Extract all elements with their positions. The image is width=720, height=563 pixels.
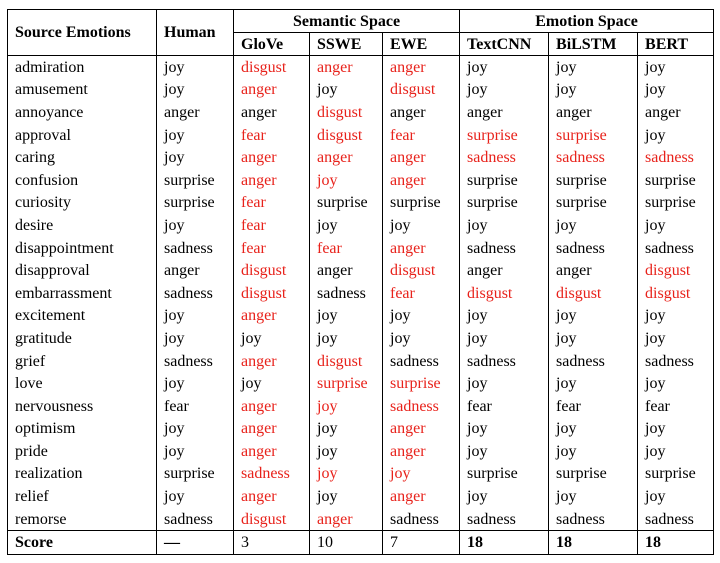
bilstm-cell: joy bbox=[549, 485, 638, 508]
header-semantic-space: Semantic Space bbox=[234, 10, 460, 33]
source-emotion-cell: relief bbox=[8, 485, 157, 508]
bilstm-cell: joy bbox=[549, 327, 638, 350]
glove-cell: fear bbox=[234, 237, 310, 260]
textcnn-cell: anger bbox=[460, 101, 549, 124]
header-bert: BERT bbox=[638, 33, 714, 56]
textcnn-cell: joy bbox=[460, 56, 549, 79]
human-label-cell: joy bbox=[157, 418, 234, 441]
bilstm-cell: sadness bbox=[549, 146, 638, 169]
human-label-cell: surprise bbox=[157, 169, 234, 192]
glove-cell: anger bbox=[234, 395, 310, 418]
textcnn-cell: surprise bbox=[460, 169, 549, 192]
human-label-cell: sadness bbox=[157, 508, 234, 531]
table-row bbox=[8, 485, 714, 508]
ewe-cell: anger bbox=[383, 237, 460, 260]
bert-cell: joy bbox=[645, 488, 666, 506]
table-row bbox=[8, 146, 714, 169]
header-source-emotions: Source Emotions bbox=[8, 10, 157, 56]
glove-cell: anger bbox=[234, 169, 310, 192]
source-emotion-cell: embarrassment bbox=[8, 282, 157, 305]
source-emotion-cell: disappointment bbox=[8, 237, 157, 260]
bert-cell: disgust bbox=[645, 284, 691, 302]
ewe-cell: anger bbox=[383, 418, 460, 441]
textcnn-cell: joy bbox=[460, 440, 549, 463]
bilstm-cell: sadness bbox=[549, 508, 638, 531]
human-label-cell: joy bbox=[157, 327, 234, 350]
table-row bbox=[8, 350, 714, 373]
textcnn-cell: joy bbox=[460, 485, 549, 508]
bilstm-cell: surprise bbox=[549, 463, 638, 486]
sswe-cell: anger bbox=[310, 56, 383, 79]
score-label: Score bbox=[8, 531, 157, 555]
human-label-cell: surprise bbox=[157, 192, 234, 215]
table-row bbox=[8, 282, 714, 305]
sswe-cell: disgust bbox=[310, 101, 383, 124]
ewe-cell: anger bbox=[383, 440, 460, 463]
ewe-cell: anger bbox=[383, 146, 460, 169]
ewe-cell: disgust bbox=[383, 79, 460, 102]
table-row bbox=[8, 101, 714, 124]
bilstm-cell: surprise bbox=[549, 169, 638, 192]
table-row bbox=[8, 237, 714, 260]
sswe-cell: joy bbox=[310, 79, 383, 102]
glove-cell: anger bbox=[234, 440, 310, 463]
glove-cell: sadness bbox=[234, 463, 310, 486]
bert-cell: sadness bbox=[645, 510, 694, 528]
table-row bbox=[8, 56, 714, 79]
source-emotion-cell: caring bbox=[8, 146, 157, 169]
glove-cell: anger bbox=[234, 79, 310, 102]
results-table-container bbox=[7, 9, 713, 555]
bilstm-cell: sadness bbox=[549, 237, 638, 260]
table-row bbox=[8, 79, 714, 102]
human-label-cell: joy bbox=[157, 372, 234, 395]
bilstm-cell: surprise bbox=[549, 124, 638, 147]
ewe-cell: anger bbox=[383, 485, 460, 508]
bert-cell: joy bbox=[645, 442, 666, 460]
source-emotion-cell: admiration bbox=[8, 56, 157, 79]
sswe-cell: joy bbox=[310, 395, 383, 418]
glove-cell: fear bbox=[234, 192, 310, 215]
bert-cell: joy bbox=[645, 81, 666, 99]
bilstm-cell: sadness bbox=[549, 350, 638, 373]
ewe-cell: anger bbox=[383, 101, 460, 124]
source-emotion-cell: desire bbox=[8, 214, 157, 237]
header-sswe: SSWE bbox=[310, 33, 383, 56]
textcnn-cell: joy bbox=[460, 79, 549, 102]
bert-cell: joy bbox=[645, 216, 666, 234]
bert-cell: joy bbox=[645, 420, 666, 438]
source-emotion-cell: approval bbox=[8, 124, 157, 147]
textcnn-cell: sadness bbox=[460, 146, 549, 169]
bilstm-cell: surprise bbox=[549, 192, 638, 215]
source-emotion-cell: amusement bbox=[8, 79, 157, 102]
sswe-cell: anger bbox=[310, 259, 383, 282]
human-label-cell: joy bbox=[157, 214, 234, 237]
human-label-cell: joy bbox=[157, 440, 234, 463]
table-header bbox=[8, 10, 714, 56]
sswe-cell: sadness bbox=[310, 282, 383, 305]
header-emotion-space: Emotion Space bbox=[460, 10, 714, 33]
human-label-cell: joy bbox=[157, 146, 234, 169]
ewe-cell: joy bbox=[383, 305, 460, 328]
ewe-cell: anger bbox=[383, 56, 460, 79]
human-label-cell: sadness bbox=[157, 282, 234, 305]
table-row bbox=[8, 124, 714, 147]
sswe-cell: joy bbox=[310, 327, 383, 350]
ewe-cell: surprise bbox=[383, 372, 460, 395]
sswe-cell: joy bbox=[310, 418, 383, 441]
ewe-cell: surprise bbox=[383, 192, 460, 215]
header-textcnn: TextCNN bbox=[460, 33, 549, 56]
bilstm-cell: joy bbox=[549, 56, 638, 79]
bert-cell: surprise bbox=[645, 465, 696, 483]
ewe-cell: joy bbox=[383, 214, 460, 237]
bilstm-cell: anger bbox=[549, 259, 638, 282]
glove-cell: anger bbox=[234, 305, 310, 328]
table-row bbox=[8, 327, 714, 350]
score-ewe: 7 bbox=[383, 531, 460, 555]
sswe-cell: surprise bbox=[310, 372, 383, 395]
source-emotion-cell: annoyance bbox=[8, 101, 157, 124]
human-label-cell: anger bbox=[157, 259, 234, 282]
source-emotion-cell: disapproval bbox=[8, 259, 157, 282]
textcnn-cell: joy bbox=[460, 418, 549, 441]
ewe-cell: sadness bbox=[383, 508, 460, 531]
score-row bbox=[8, 531, 714, 555]
emotion-mapping-table bbox=[7, 9, 714, 555]
textcnn-cell: joy bbox=[460, 372, 549, 395]
source-emotion-cell: excitement bbox=[8, 305, 157, 328]
source-emotion-cell: love bbox=[8, 372, 157, 395]
bert-cell: sadness bbox=[645, 352, 694, 370]
header-bilstm: BiLSTM bbox=[549, 33, 638, 56]
bert-cell: sadness bbox=[645, 149, 694, 167]
table-row bbox=[8, 305, 714, 328]
sswe-cell: anger bbox=[310, 146, 383, 169]
bilstm-cell: joy bbox=[549, 372, 638, 395]
header-ewe: EWE bbox=[383, 33, 460, 56]
table-row bbox=[8, 192, 714, 215]
score-bilstm: 18 bbox=[549, 531, 638, 555]
header-glove: GloVe bbox=[234, 33, 310, 56]
table-row bbox=[8, 214, 714, 237]
glove-cell: joy bbox=[234, 372, 310, 395]
human-label-cell: joy bbox=[157, 79, 234, 102]
table-body bbox=[8, 56, 714, 531]
bert-cell: joy bbox=[645, 126, 666, 144]
bert-cell: disgust bbox=[645, 262, 691, 280]
glove-cell: disgust bbox=[234, 508, 310, 531]
human-label-cell: sadness bbox=[157, 350, 234, 373]
sswe-cell: joy bbox=[310, 214, 383, 237]
bert-cell: anger bbox=[645, 103, 681, 121]
sswe-cell: joy bbox=[310, 440, 383, 463]
sswe-cell: disgust bbox=[310, 124, 383, 147]
textcnn-cell: surprise bbox=[460, 124, 549, 147]
source-emotion-cell: nervousness bbox=[8, 395, 157, 418]
bilstm-cell: fear bbox=[549, 395, 638, 418]
human-label-cell: joy bbox=[157, 485, 234, 508]
bert-cell: surprise bbox=[645, 171, 696, 189]
bert-cell: surprise bbox=[645, 194, 696, 212]
score-human: — bbox=[157, 531, 234, 555]
textcnn-cell: joy bbox=[460, 327, 549, 350]
textcnn-cell: sadness bbox=[460, 508, 549, 531]
textcnn-cell: disgust bbox=[460, 282, 549, 305]
bert-cell: joy bbox=[645, 307, 666, 325]
sswe-cell: joy bbox=[310, 305, 383, 328]
table-row bbox=[8, 395, 714, 418]
table-row bbox=[8, 440, 714, 463]
table-row bbox=[8, 169, 714, 192]
header-human: Human bbox=[157, 10, 234, 56]
ewe-cell: fear bbox=[383, 282, 460, 305]
ewe-cell: joy bbox=[383, 327, 460, 350]
glove-cell: anger bbox=[234, 146, 310, 169]
textcnn-cell: fear bbox=[460, 395, 549, 418]
sswe-cell: joy bbox=[310, 463, 383, 486]
score-textcnn: 18 bbox=[460, 531, 549, 555]
sswe-cell: anger bbox=[310, 508, 383, 531]
source-emotion-cell: gratitude bbox=[8, 327, 157, 350]
glove-cell: anger bbox=[234, 101, 310, 124]
glove-cell: joy bbox=[234, 327, 310, 350]
source-emotion-cell: remorse bbox=[8, 508, 157, 531]
glove-cell: disgust bbox=[234, 56, 310, 79]
table-row bbox=[8, 372, 714, 395]
source-emotion-cell: curiosity bbox=[8, 192, 157, 215]
bilstm-cell: anger bbox=[549, 101, 638, 124]
human-label-cell: joy bbox=[157, 124, 234, 147]
sswe-cell: joy bbox=[310, 169, 383, 192]
glove-cell: fear bbox=[234, 214, 310, 237]
textcnn-cell: surprise bbox=[460, 463, 549, 486]
ewe-cell: sadness bbox=[383, 350, 460, 373]
ewe-cell: joy bbox=[383, 463, 460, 486]
source-emotion-cell: confusion bbox=[8, 169, 157, 192]
header-group-row bbox=[8, 10, 714, 33]
textcnn-cell: joy bbox=[460, 305, 549, 328]
glove-cell: anger bbox=[234, 418, 310, 441]
sswe-cell: joy bbox=[310, 485, 383, 508]
bilstm-cell: joy bbox=[549, 418, 638, 441]
bert-cell: joy bbox=[645, 58, 666, 76]
source-emotion-cell: grief bbox=[8, 350, 157, 373]
bert-cell: joy bbox=[645, 375, 666, 393]
textcnn-cell: sadness bbox=[460, 237, 549, 260]
score-bert: 18 bbox=[638, 531, 714, 555]
bilstm-cell: disgust bbox=[549, 282, 638, 305]
sswe-cell: fear bbox=[310, 237, 383, 260]
ewe-cell: anger bbox=[383, 169, 460, 192]
human-label-cell: joy bbox=[157, 56, 234, 79]
human-label-cell: anger bbox=[157, 101, 234, 124]
glove-cell: disgust bbox=[234, 282, 310, 305]
sswe-cell: disgust bbox=[310, 350, 383, 373]
score-sswe: 10 bbox=[310, 531, 383, 555]
bilstm-cell: joy bbox=[549, 214, 638, 237]
textcnn-cell: surprise bbox=[460, 192, 549, 215]
textcnn-cell: anger bbox=[460, 259, 549, 282]
score-glove: 3 bbox=[234, 531, 310, 555]
textcnn-cell: joy bbox=[460, 214, 549, 237]
textcnn-cell: sadness bbox=[460, 350, 549, 373]
table-row bbox=[8, 508, 714, 531]
bilstm-cell: joy bbox=[549, 79, 638, 102]
source-emotion-cell: pride bbox=[8, 440, 157, 463]
sswe-cell: surprise bbox=[310, 192, 383, 215]
human-label-cell: sadness bbox=[157, 237, 234, 260]
ewe-cell: sadness bbox=[383, 395, 460, 418]
source-emotion-cell: optimism bbox=[8, 418, 157, 441]
table-row bbox=[8, 463, 714, 486]
table-row bbox=[8, 418, 714, 441]
ewe-cell: disgust bbox=[383, 259, 460, 282]
ewe-cell: fear bbox=[383, 124, 460, 147]
source-emotion-cell: realization bbox=[8, 463, 157, 486]
human-label-cell: fear bbox=[157, 395, 234, 418]
bilstm-cell: joy bbox=[549, 305, 638, 328]
table-footer bbox=[8, 531, 714, 555]
glove-cell: fear bbox=[234, 124, 310, 147]
glove-cell: anger bbox=[234, 485, 310, 508]
glove-cell: disgust bbox=[234, 259, 310, 282]
bert-cell: sadness bbox=[645, 239, 694, 257]
bilstm-cell: joy bbox=[549, 440, 638, 463]
glove-cell: anger bbox=[234, 350, 310, 373]
human-label-cell: joy bbox=[157, 305, 234, 328]
bert-cell: joy bbox=[645, 329, 666, 347]
human-label-cell: surprise bbox=[157, 463, 234, 486]
bert-cell: fear bbox=[645, 397, 670, 415]
table-row bbox=[8, 259, 714, 282]
